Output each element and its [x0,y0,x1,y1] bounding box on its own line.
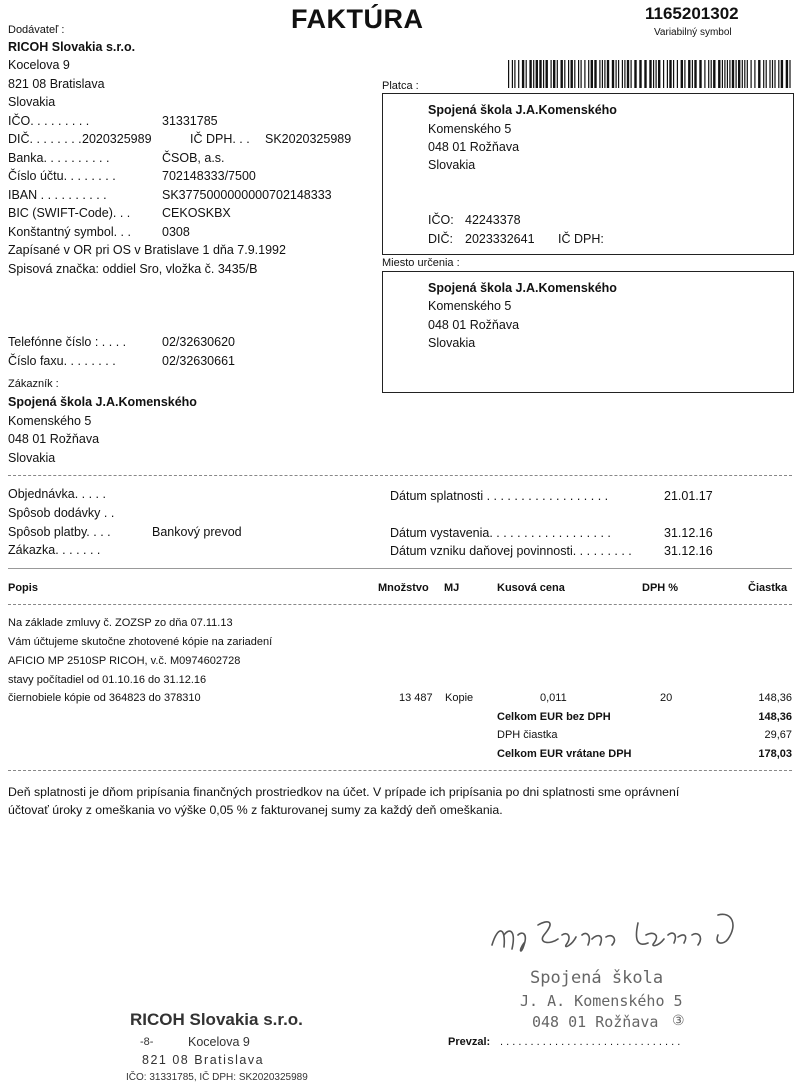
customer-name: Spojená škola J.A.Komenského [8,395,197,409]
destination-name: Spojená škola J.A.Komenského [428,281,617,295]
received-label: Prevzal: [448,1036,491,1048]
payer-street: Komenského 5 [428,122,512,136]
barcode [508,60,793,88]
item-unit: Kopie [445,692,474,704]
variable-symbol-label: Variabilný symbol [654,27,732,38]
destination-country: Slovakia [428,336,476,350]
item-qty: 13 487 [399,692,433,704]
customer-stamp-mark: ③ [672,1013,685,1029]
supplier-city: 821 08 Bratislava [8,77,105,91]
payer-country: Slovakia [428,158,476,172]
customer-stamp-line: J. A. Komenského 5 [520,992,683,1010]
total-vat-value: 29,67 [764,729,792,741]
item-desc-line: Vám účtujeme skutočne zhotovené kópie na zariadení [8,636,273,648]
supplier-icdph: SK2020325989 [265,132,352,146]
payment-note-line: účtovať úroky z omeškania vo výške 0,05 % z fakturovanej sumy za každý deň omeškania. [8,803,503,817]
divider [380,475,792,476]
supplier-bank: ČSOB, a.s. [162,151,225,165]
col-header-amount: Čiastka [748,582,788,594]
total-gross-label: Celkom EUR vrátane DPH [497,748,632,760]
table-bottom-rule [8,770,792,771]
supplier-dic-label: DIČ. . . . . . . . [8,132,82,146]
payer-ico-label: IČO: [428,213,454,227]
payer-icdph-label: IČ DPH: [558,232,604,246]
customer-city: 048 01 Rožňava [8,432,100,446]
col-header-vat: DPH % [642,582,679,594]
payer-dic-label: DIČ: [428,232,453,246]
customer-stamp-line: 048 01 Rožňava [532,1013,659,1031]
supplier-ico: 31331785 [162,114,218,128]
col-header-qty: Množstvo [378,582,429,594]
item-desc-line: stavy počítadiel od 01.10.16 do 31.12.16 [8,674,207,686]
signature [488,905,753,960]
issue-date-label: Dátum vystavenia. . . . . . . . . . . . . . . . . . [390,526,611,540]
supplier-country: Slovakia [8,95,56,109]
total-gross-value: 178,03 [758,748,792,760]
col-header-desc: Popis [8,582,38,594]
payer-ico: 42243378 [465,213,521,227]
col-header-unit: MJ [444,582,460,594]
destination-city: 048 01 Rožňava [428,318,520,332]
destination-label: Miesto určenia : [382,257,460,269]
customer-street: Komenského 5 [8,414,92,428]
supplier-const-symbol: 0308 [162,225,190,239]
contract-label: Zákazka. . . . . . . [8,543,101,557]
divider [8,475,378,476]
due-date-value: 21.01.17 [664,489,713,503]
supplier-bic-label: BIC (SWIFT-Code). . . [8,206,131,220]
supplier-stamp-street: Kocelova 9 [188,1035,250,1049]
supplier-file-line: Spisová značka: oddiel Sro, vložka č. 3435/B [8,262,258,276]
item-vat: 20 [660,692,673,704]
supplier-stamp-ids: IČO: 31331785, IČ DPH: SK2020325989 [126,1072,308,1083]
payer-city: 048 01 Rožňava [428,140,520,154]
supplier-fax: 02/32630661 [162,354,235,368]
table-header-rule [8,604,792,605]
item-amount: 148,36 [758,692,792,704]
invoice-title: FAKTÚRA [291,4,424,34]
total-net-value: 148,36 [758,711,792,723]
supplier-icdph-label: IČ DPH. . . [190,132,250,146]
payment-note-line: Deň splatnosti je dňom pripísania finančných prostriedkov na účet. V prípade ich pripísania po dni splatnosti sme oprávnení [8,785,680,799]
supplier-ico-label: IČO. . . . . . . . . [8,114,90,128]
tax-date-label: Dátum vzniku daňovej povinnosti. . . . . . . . . [390,544,632,558]
customer-country: Slovakia [8,451,56,465]
supplier-dic: 2020325989 [82,132,152,146]
customer-label: Zákazník : [8,378,59,390]
supplier-iban: SK3775000000000702148333 [162,188,332,202]
due-date-label: Dátum splatnosti . . . . . . . . . . . . . . . . . . [390,489,609,503]
supplier-name: RICOH Slovakia s.r.o. [8,40,136,54]
payer-box [382,93,794,255]
supplier-iban-label: IBAN . . . . . . . . . . [8,188,107,202]
issue-date-value: 31.12.16 [664,526,713,540]
col-header-unit-price: Kusová cena [497,582,565,594]
table-top-rule [8,568,792,569]
destination-street: Komenského 5 [428,299,512,313]
item-desc-line: AFICIO MP 2510SP RICOH, v.č. M0974602728 [8,655,241,667]
supplier-label: Dodávateľ : [8,24,65,36]
payment-label: Spôsob platby. . . . [8,525,111,539]
item-desc-line: Na základe zmluvy č. ZOZSP zo dňa 07.11.13 [8,617,233,629]
supplier-account: 702148333/7500 [162,169,256,183]
item-desc-line: čiernobiele kópie od 364823 do 378310 [8,692,201,704]
supplier-account-label: Číslo účtu. . . . . . . . [8,169,116,183]
delivery-label: Spôsob dodávky . . [8,506,115,520]
supplier-stamp-name: RICOH Slovakia s.r.o. [130,1010,303,1029]
customer-stamp-line: Spojená škola [530,968,664,988]
supplier-phone: 02/32630620 [162,335,235,349]
payer-label: Platca : [382,80,419,92]
total-net-label: Celkom EUR bez DPH [497,711,611,723]
order-label: Objednávka. . . . . [8,487,106,501]
payer-dic: 2023332641 [465,232,535,246]
supplier-bank-label: Banka. . . . . . . . . . [8,151,110,165]
supplier-const-symbol-label: Konštantný symbol. . . [8,225,131,239]
supplier-bic: CEKOSKBX [162,206,231,220]
payer-name: Spojená škola J.A.Komenského [428,103,617,117]
received-line: . . . . . . . . . . . . . . . . . . . . . . . . . . . . . . [500,1036,681,1048]
total-vat-label: DPH čiastka [497,729,558,741]
tax-date-value: 31.12.16 [664,544,713,558]
payment-value: Bankový prevod [152,525,242,539]
supplier-street: Kocelova 9 [8,58,70,72]
supplier-stamp-mark: -8- [140,1036,154,1048]
supplier-register-line: Zapísané v OR pri OS v Bratislave 1 dňa 7.9.1992 [8,243,286,257]
supplier-phone-label: Telefónne číslo : . . . . [8,335,127,349]
supplier-stamp-city: 821 08 Bratislava [142,1053,265,1067]
supplier-fax-label: Číslo faxu. . . . . . . . [8,354,116,368]
item-unit-price: 0,011 [540,692,567,704]
invoice-number: 1165201302 [645,4,739,23]
